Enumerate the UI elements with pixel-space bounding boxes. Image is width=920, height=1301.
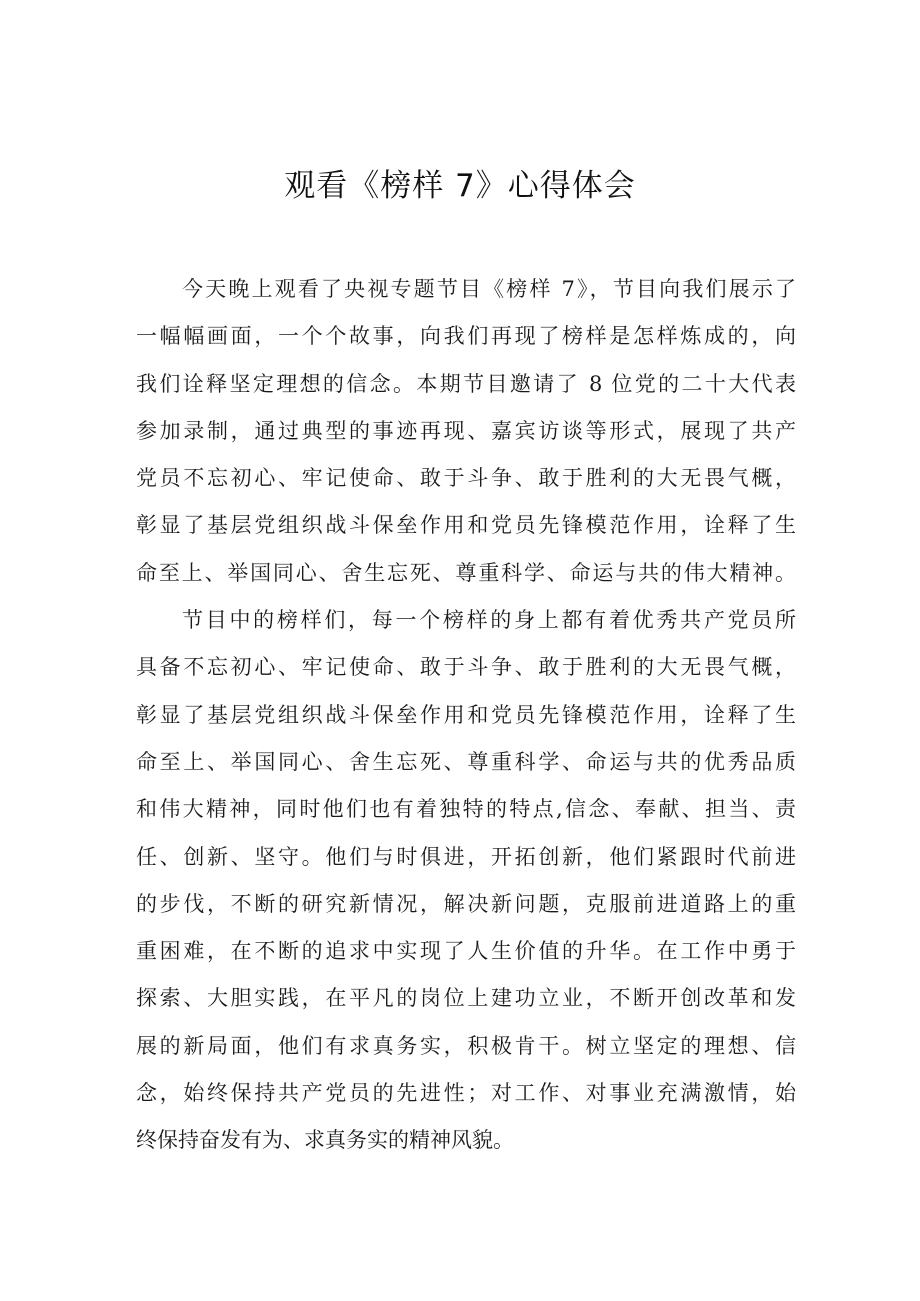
paragraph-2-line-12: 终保持奋发有为、求真务实的精神风貌。 bbox=[136, 1128, 514, 1153]
paragraph-2-line-10: 展的新局面，他们有求真务实，积极肯干。树立坚定的理想、信 bbox=[136, 1033, 796, 1058]
paragraph-2-line-11: 念，始终保持共产党员的先进性；对工作、对事业充满激情，始 bbox=[136, 1081, 796, 1106]
paragraph-1-line-5: 党员不忘初心、牢记使命、敢于斗争、敢于胜利的大无畏气概， bbox=[136, 466, 796, 491]
paragraph-1-line-2: 一幅幅画面，一个个故事，向我们再现了榜样是怎样炼成的，向 bbox=[136, 324, 796, 349]
paragraph-1-line-1: 今天晚上观看了央视专题节目《榜样 7》，节目向我们展示了 bbox=[182, 277, 796, 301]
paragraph-2-line-7: 的步伐，不断的研究新情况，解决新问题，克服前进道路上的重 bbox=[136, 891, 796, 916]
paragraph-2-line-3: 彰显了基层党组织战斗保垒作用和党员先锋模范作用，诠释了生 bbox=[136, 702, 796, 727]
paragraph-2-line-6: 任、创新、坚守。他们与时俱进，开拓创新，他们紧跟时代前进 bbox=[136, 844, 796, 869]
paragraph-2-line-5: 和伟大精神，同时他们也有着独特的特点,信念、奉献、担当、责 bbox=[136, 797, 796, 822]
document-title: 观看《榜样 7》心得体会 bbox=[284, 168, 636, 204]
document-body bbox=[136, 266, 796, 1165]
paragraph-2-line-8: 重困难，在不断的追求中实现了人生价值的升华。在工作中勇于 bbox=[136, 939, 796, 964]
paragraph-1-line-7: 命至上、举国同心、舍生忘死、尊重科学、命运与共的伟大精神。 bbox=[136, 560, 796, 585]
paragraph-1-line-6: 彰显了基层党组织战斗保垒作用和党员先锋模范作用，诠释了生 bbox=[136, 513, 796, 538]
paragraph-1-line-3: 我们诠释坚定理想的信念。本期节目邀请了 8 位党的二十大代表 bbox=[136, 371, 796, 396]
paragraph-2-line-9: 探索、大胆实践，在平凡的岗位上建功立业，不断开创改革和发 bbox=[136, 986, 796, 1011]
paragraph-2-line-4: 命至上、举国同心、舍生忘死、尊重科学、命运与共的优秀品质 bbox=[136, 749, 796, 774]
paragraph-2-line-2: 具备不忘初心、牢记使命、敢于斗争、敢于胜利的大无畏气概， bbox=[136, 655, 796, 680]
paragraph-1-line-4: 参加录制，通过典型的事迹再现、嘉宾访谈等形式，展现了共产 bbox=[136, 418, 796, 443]
paragraph-2-line-1: 节目中的榜样们，每一个榜样的身上都有着优秀共产党员所 bbox=[182, 608, 796, 633]
